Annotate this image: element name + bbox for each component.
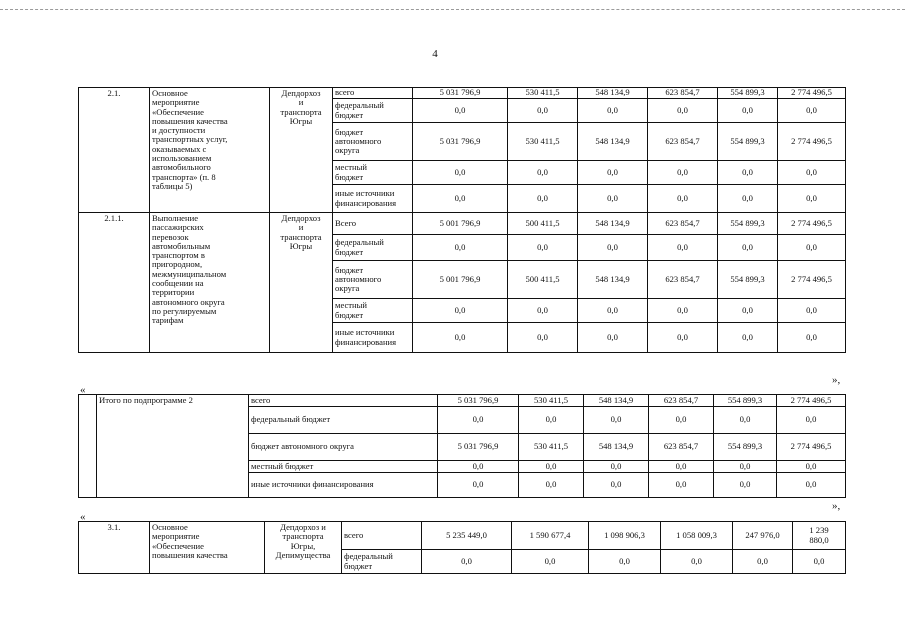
desc-line: автомобильного [152, 162, 211, 173]
org-line: Депимущества [275, 549, 331, 560]
src-line: бюджет [335, 171, 364, 182]
value-year: 0,0 [648, 299, 718, 323]
funding-source [342, 550, 422, 574]
desc-line: межмуниципальном [152, 268, 227, 279]
value-year: 554 899,3 [718, 213, 778, 235]
org-line: Югры [289, 115, 313, 126]
value-year: 0,0 [648, 161, 718, 185]
value-year: 0,0 [718, 185, 778, 213]
funding-source: бюджет автономного округа [249, 434, 438, 461]
desc-line: использованием [152, 152, 212, 163]
value-year: 623 854,7 [649, 434, 714, 461]
src-line: федеральный [335, 237, 384, 248]
value-year: 554 899,3 [714, 434, 777, 461]
value-year: 0,0 [718, 299, 778, 323]
value-year: 0,0 [584, 461, 649, 473]
value-year: 0,0 [649, 461, 714, 473]
measure-description [150, 88, 270, 213]
table2-body [79, 395, 846, 498]
value-year: 0,0 [508, 323, 578, 353]
value-total: 5 001 796,9 [413, 213, 508, 235]
value-year: 0,0 [777, 461, 846, 473]
value-year: 548 134,9 [578, 213, 648, 235]
value-year: 500 411,5 [508, 213, 578, 235]
table-row [79, 522, 846, 550]
quote-close: », [832, 374, 841, 386]
value-year: 0,0 [578, 185, 648, 213]
table-subprogram-3-measures [78, 521, 846, 574]
table-row [79, 395, 846, 407]
value-year: 0,0 [778, 185, 846, 213]
value-year: 0,0 [718, 323, 778, 353]
desc-line: автономного округа [152, 296, 225, 307]
measure-description [150, 522, 265, 574]
value-total: 0,0 [413, 185, 508, 213]
src-line: округа [335, 283, 360, 294]
funding-source [333, 323, 413, 353]
value-year: 0,0 [648, 235, 718, 261]
funding-source: федеральный бюджет [249, 407, 438, 434]
value-year: 554 899,3 [718, 123, 778, 161]
desc-line: Основное [152, 88, 188, 98]
value-year: 0,0 [649, 407, 714, 434]
funding-source: всего [342, 522, 422, 550]
src-line: бюджет [335, 264, 364, 275]
value-total: 5 031 796,9 [438, 434, 519, 461]
desc-line: таблицы 5) [152, 180, 193, 191]
responsible-org [265, 522, 342, 574]
value-year: 530 411,5 [519, 395, 584, 407]
funding-source [333, 185, 413, 213]
src-line: автономного [335, 273, 382, 284]
desc-line: транспортных услуг, [152, 134, 228, 145]
value-total: 5 001 796,9 [413, 261, 508, 299]
org-line: Депдорхоз [281, 213, 321, 223]
value-year: 1 098 906,3 [589, 522, 661, 550]
funding-source: всего [333, 88, 413, 99]
value-year: 2 774 496,5 [778, 213, 846, 235]
value-year: 530 411,5 [508, 123, 578, 161]
value-year: 0,0 [714, 407, 777, 434]
value-total: 0,0 [438, 461, 519, 473]
src-line: местный [335, 300, 368, 311]
total-title: Итого по подпрограмме 2 [97, 395, 249, 498]
table-subprogram-2-total [78, 394, 846, 498]
value-year: 0,0 [578, 323, 648, 353]
value-year: 623 854,7 [648, 123, 718, 161]
value-year: 0,0 [584, 407, 649, 434]
src-line: финансирования [335, 197, 397, 208]
org-line: транспорта [280, 231, 322, 242]
value-year: 0,0 [508, 99, 578, 123]
desc-line: перевозок [152, 231, 189, 242]
value-year: 500 411,5 [508, 261, 578, 299]
page-number: 4 [432, 48, 438, 60]
value-year: 623 854,7 [649, 395, 714, 407]
value-year: 0,0 [578, 99, 648, 123]
org-line: Югры [289, 240, 313, 251]
value-year: 548 134,9 [578, 88, 648, 99]
src-line: бюджет [344, 560, 373, 571]
funding-source [333, 99, 413, 123]
blank-cell [79, 395, 97, 498]
table-row [79, 88, 846, 99]
measure-description [150, 213, 270, 353]
value-year: 0,0 [649, 473, 714, 498]
value-total: 0,0 [413, 299, 508, 323]
value-year: 1 239 880,0 [793, 522, 846, 550]
value-year: 0,0 [733, 550, 793, 574]
quote-open: « [80, 384, 86, 396]
value-year: 0,0 [718, 161, 778, 185]
value-year: 1 058 009,3 [661, 522, 733, 550]
value-year: 0,0 [648, 99, 718, 123]
desc-line: транспорта» (п. 8 [152, 171, 216, 182]
funding-source [333, 299, 413, 323]
org-line: и [298, 222, 304, 233]
src-line: федеральный [335, 100, 384, 111]
value-year: 0,0 [718, 235, 778, 261]
src-line: финансирования [335, 336, 397, 347]
value-year: 1 590 677,4 [512, 522, 589, 550]
table1-body [79, 88, 846, 353]
value-year: 0,0 [519, 407, 584, 434]
value-year: 0,0 [661, 550, 733, 574]
table-row [79, 213, 846, 235]
src-line: иные источники [335, 327, 395, 338]
desc-line: пригородном, [152, 259, 203, 270]
desc-line: «Обеспечение [152, 106, 204, 117]
org-line: Депдорхоз [281, 88, 321, 98]
desc-line: оказываемых с [152, 143, 207, 154]
funding-source: всего [249, 395, 438, 407]
desc-line: тарифам [152, 315, 184, 326]
value-total: 5 031 796,9 [438, 395, 519, 407]
desc-line: повышения качества [152, 115, 228, 126]
desc-line: Основное [152, 522, 188, 532]
value-year: 530 411,5 [519, 434, 584, 461]
measure-index: 2.1. [79, 88, 150, 213]
responsible-org [270, 213, 333, 353]
quote-close: », [832, 500, 841, 512]
value-total: 0,0 [413, 161, 508, 185]
measure-index: 3.1. [79, 522, 150, 574]
funding-source: Всего [333, 213, 413, 235]
value-year: 0,0 [648, 323, 718, 353]
desc-line: мероприятие [152, 531, 200, 542]
org-line: Югры, [290, 540, 316, 551]
funding-source: иные источники финансирования [249, 473, 438, 498]
value-year: 0,0 [718, 99, 778, 123]
value-year: 548 134,9 [584, 434, 649, 461]
value-year: 0,0 [777, 473, 846, 498]
src-line: округа [335, 145, 360, 156]
value-year: 0,0 [778, 299, 846, 323]
value-year: 548 134,9 [584, 395, 649, 407]
value-year: 0,0 [578, 235, 648, 261]
desc-line: пассажирских [152, 222, 204, 233]
value-year: 554 899,3 [718, 88, 778, 99]
value-year: 2 774 496,5 [778, 261, 846, 299]
src-line: иные источники [335, 188, 395, 199]
funding-source [333, 161, 413, 185]
value-year: 0,0 [508, 299, 578, 323]
desc-line: территории [152, 287, 195, 298]
value-year: 548 134,9 [578, 123, 648, 161]
value-year: 623 854,7 [648, 213, 718, 235]
desc-line: Выполнение [152, 213, 199, 223]
value-year: 2 774 496,5 [777, 395, 846, 407]
value-year: 0,0 [714, 461, 777, 473]
funding-source [333, 123, 413, 161]
value-year: 0,0 [589, 550, 661, 574]
org-line: транспорта [282, 531, 324, 542]
src-line: бюджет [335, 246, 364, 257]
value-year: 530 411,5 [508, 88, 578, 99]
value-year: 2 774 496,5 [777, 434, 846, 461]
value-year: 0,0 [508, 185, 578, 213]
src-line: бюджет [335, 109, 364, 120]
value-year: 2 774 496,5 [778, 123, 846, 161]
desc-line: и доступности [152, 125, 206, 136]
responsible-org [270, 88, 333, 213]
value-year: 0,0 [578, 161, 648, 185]
value-year: 0,0 [578, 299, 648, 323]
value-year: 554 899,3 [718, 261, 778, 299]
table3-body [79, 522, 846, 574]
scan-edge [0, 9, 905, 10]
value-year: 0,0 [778, 161, 846, 185]
value-year: 0,0 [793, 550, 846, 574]
src-line: автономного [335, 135, 382, 146]
desc-line: «Обеспечение [152, 540, 204, 551]
value-year: 0,0 [512, 550, 589, 574]
value-total: 0,0 [413, 235, 508, 261]
funding-source [333, 261, 413, 299]
value-year: 0,0 [508, 235, 578, 261]
value-total: 5 031 796,9 [413, 123, 508, 161]
funding-source [333, 235, 413, 261]
value-year: 0,0 [648, 185, 718, 213]
value-total: 5 235 449,0 [422, 522, 512, 550]
org-line: транспорта [280, 106, 322, 117]
table-subprogram-2-measures [78, 87, 846, 353]
value-year: 0,0 [778, 235, 846, 261]
value-year: 623 854,7 [648, 261, 718, 299]
src-line: бюджет [335, 309, 364, 320]
value-total: 0,0 [413, 323, 508, 353]
value-year: 247 976,0 [733, 522, 793, 550]
value-year: 554 899,3 [714, 395, 777, 407]
value-year: 0,0 [714, 473, 777, 498]
value-year: 0,0 [584, 473, 649, 498]
value-year: 0,0 [519, 461, 584, 473]
desc-line: повышения качества [152, 549, 228, 560]
value-year: 2 774 496,5 [778, 88, 846, 99]
value-year: 0,0 [778, 323, 846, 353]
src-line: бюджет [335, 126, 364, 137]
value-total: 0,0 [438, 473, 519, 498]
desc-line: сообщении на [152, 277, 204, 288]
value-total: 5 031 796,9 [413, 88, 508, 99]
funding-source: местный бюджет [249, 461, 438, 473]
desc-line: по регулируемым [152, 305, 217, 316]
measure-index: 2.1.1. [79, 213, 150, 353]
org-line: и [298, 97, 304, 108]
quote-open: « [80, 511, 86, 523]
value-year: 0,0 [508, 161, 578, 185]
value-total: 0,0 [422, 550, 512, 574]
value-year: 0,0 [778, 99, 846, 123]
value-year: 0,0 [519, 473, 584, 498]
desc-line: мероприятие [152, 97, 200, 108]
value-total: 0,0 [438, 407, 519, 434]
src-line: местный [335, 162, 368, 173]
desc-line: транспортом в [152, 250, 205, 261]
value-total: 0,0 [413, 99, 508, 123]
desc-line: автомобильным [152, 240, 211, 251]
org-line: Депдорхоз и [280, 522, 326, 532]
value-year: 548 134,9 [578, 261, 648, 299]
value-year: 623 854,7 [648, 88, 718, 99]
src-line: федеральный [344, 551, 393, 562]
value-year: 0,0 [777, 407, 846, 434]
